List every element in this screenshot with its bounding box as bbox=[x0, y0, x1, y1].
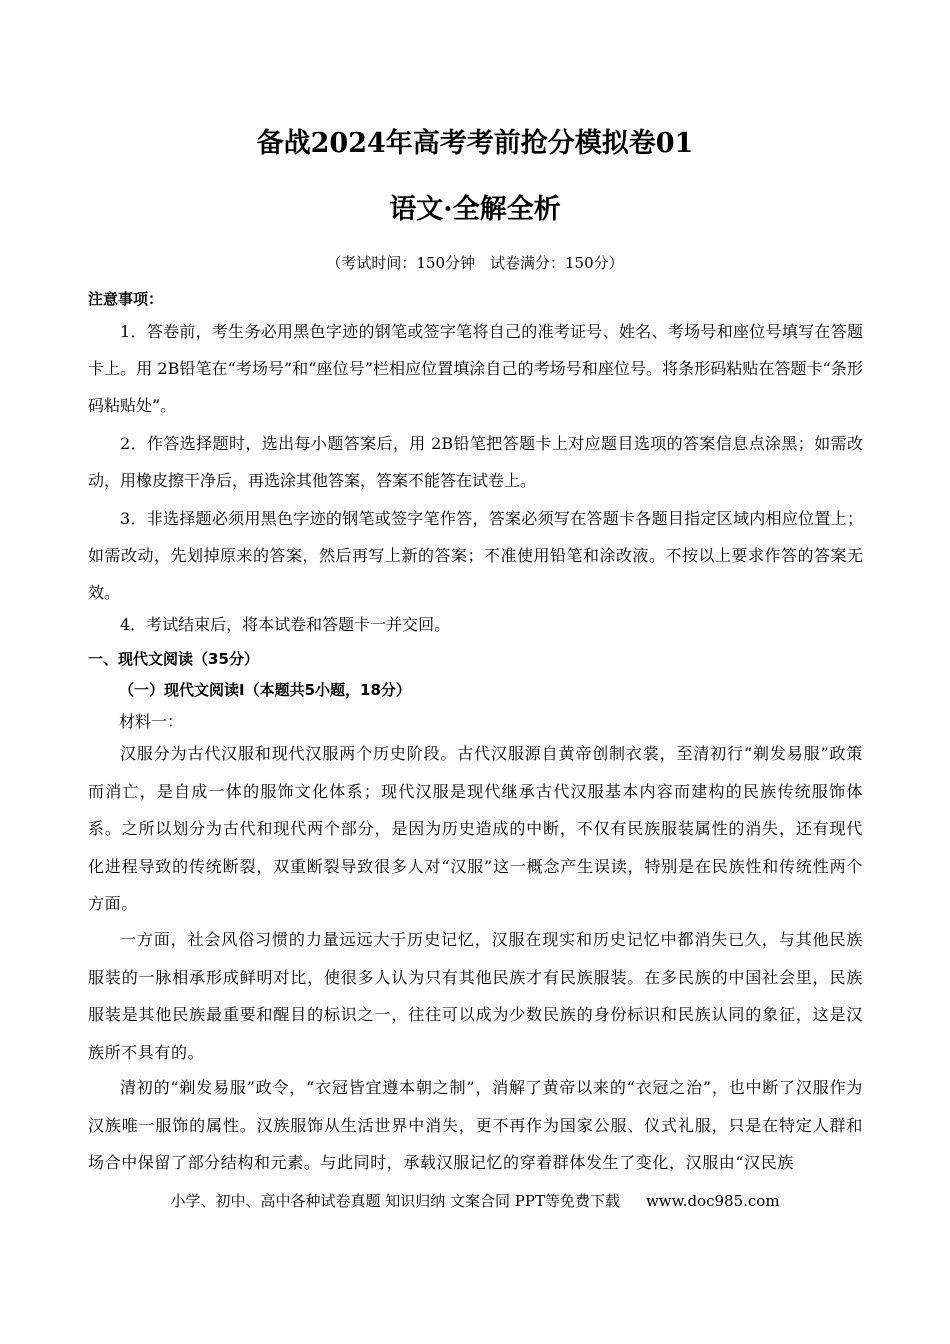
notice-item-3: 3．非选择题必须用黑色字迹的钢笔或签字笔作答，答案必须写在答题卡各题目指定区域内相应位置上；如需改动，先划掉原来的答案，然后再写上新的答案；不准使用铅笔和涂改液。不按以上要求作答的答案无效。 bbox=[88, 509, 863, 602]
notice-item-2: 2．作答选择题时，选出每小题答案后，用 2B铅笔把答题卡上对应题目选项的答案信息点涂黑；如需改动，用橡皮擦干净后，再选涂其他答案，答案不能答在试卷上。 bbox=[88, 434, 863, 490]
document-subtitle: 语文·全解全析 bbox=[389, 194, 561, 225]
body-paragraph-3: 清初的“剃发易服”政令，“衣冠皆宜遵本朝之制”，消解了黄帝以来的“衣冠之治”，也中断了汉服作为汉族唯一服饰的属性。汉族服饰从生活世界中消失，更不再作为国家公服、仪式礼服，只是在特定人群和场合中保留了部分结构和元素。与此同时，承载汉服记忆的穿着群体发生了变化，汉服由“汉民族 bbox=[88, 1078, 863, 1172]
page-footer bbox=[0, 1190, 950, 1212]
notice-item-4: 4．考试结束后，将本试卷和答题卡一并交回。 bbox=[120, 615, 451, 634]
body-paragraph-2: 一方面，社会风俗习惯的力量远远大于历史记忆，汉服在现实和历史记忆中都消失已久，与其他民族服装的一脉相承形成鲜明对比，使很多人认为只有其他民族才有民族服装。在多民族的中国社会里，民族服装是其他民族最重要和醒目的标识之一，往往可以成为少数民族的身份标识和民族认同的象征，这是汉族所不具有的。 bbox=[88, 930, 863, 1062]
material-label: 材料一： bbox=[119, 712, 184, 731]
section-heading: 一、现代文阅读（35分） bbox=[88, 650, 259, 668]
exam-info: （考试时间：150分钟 试卷满分：150分） bbox=[326, 254, 624, 272]
footer-text: 小学、初中、高中各种试卷真题 知识归纳 文案合同 PPT等免费下载 bbox=[170, 1192, 620, 1210]
notice-heading: 注意事项： bbox=[88, 290, 164, 308]
footer-site-link[interactable]: www.doc985.com bbox=[645, 1192, 780, 1210]
body-paragraph-1: 汉服分为古代汉服和现代汉服两个历史阶段。古代汉服源自黄帝创制衣裳，至清初行“剃发易服”政策而消亡，是自成一体的服饰文化体系；现代汉服是现代继承古代汉服基本内容而建构的民族传统服饰体系。之所以划分为古代和现代两个部分，是因为历史造成的中断，不仅有民族服装属性的消失，还有现代化进程导致的传统断裂，双重断裂导致很多人对“汉服”这一概念产生误读，特别是在民族性和传统性两个方面。 bbox=[88, 744, 863, 913]
subsection-heading: （一）现代文阅读Ⅰ（本题共5小题，18分） bbox=[119, 681, 411, 699]
document-title: 备战2024年高考考前抢分模拟卷01 bbox=[256, 128, 694, 159]
notice-item-1: 1．答卷前，考生务必用黑色字迹的钢笔或签字笔将自己的准考证号、姓名、考场号和座位号填写在答题卡上。用 2B铅笔在“考场号”和“座位号”栏相应位置填涂自己的考场号和座位号。将条形码粘贴在答题卡“条形码粘贴处”。 bbox=[88, 322, 863, 415]
